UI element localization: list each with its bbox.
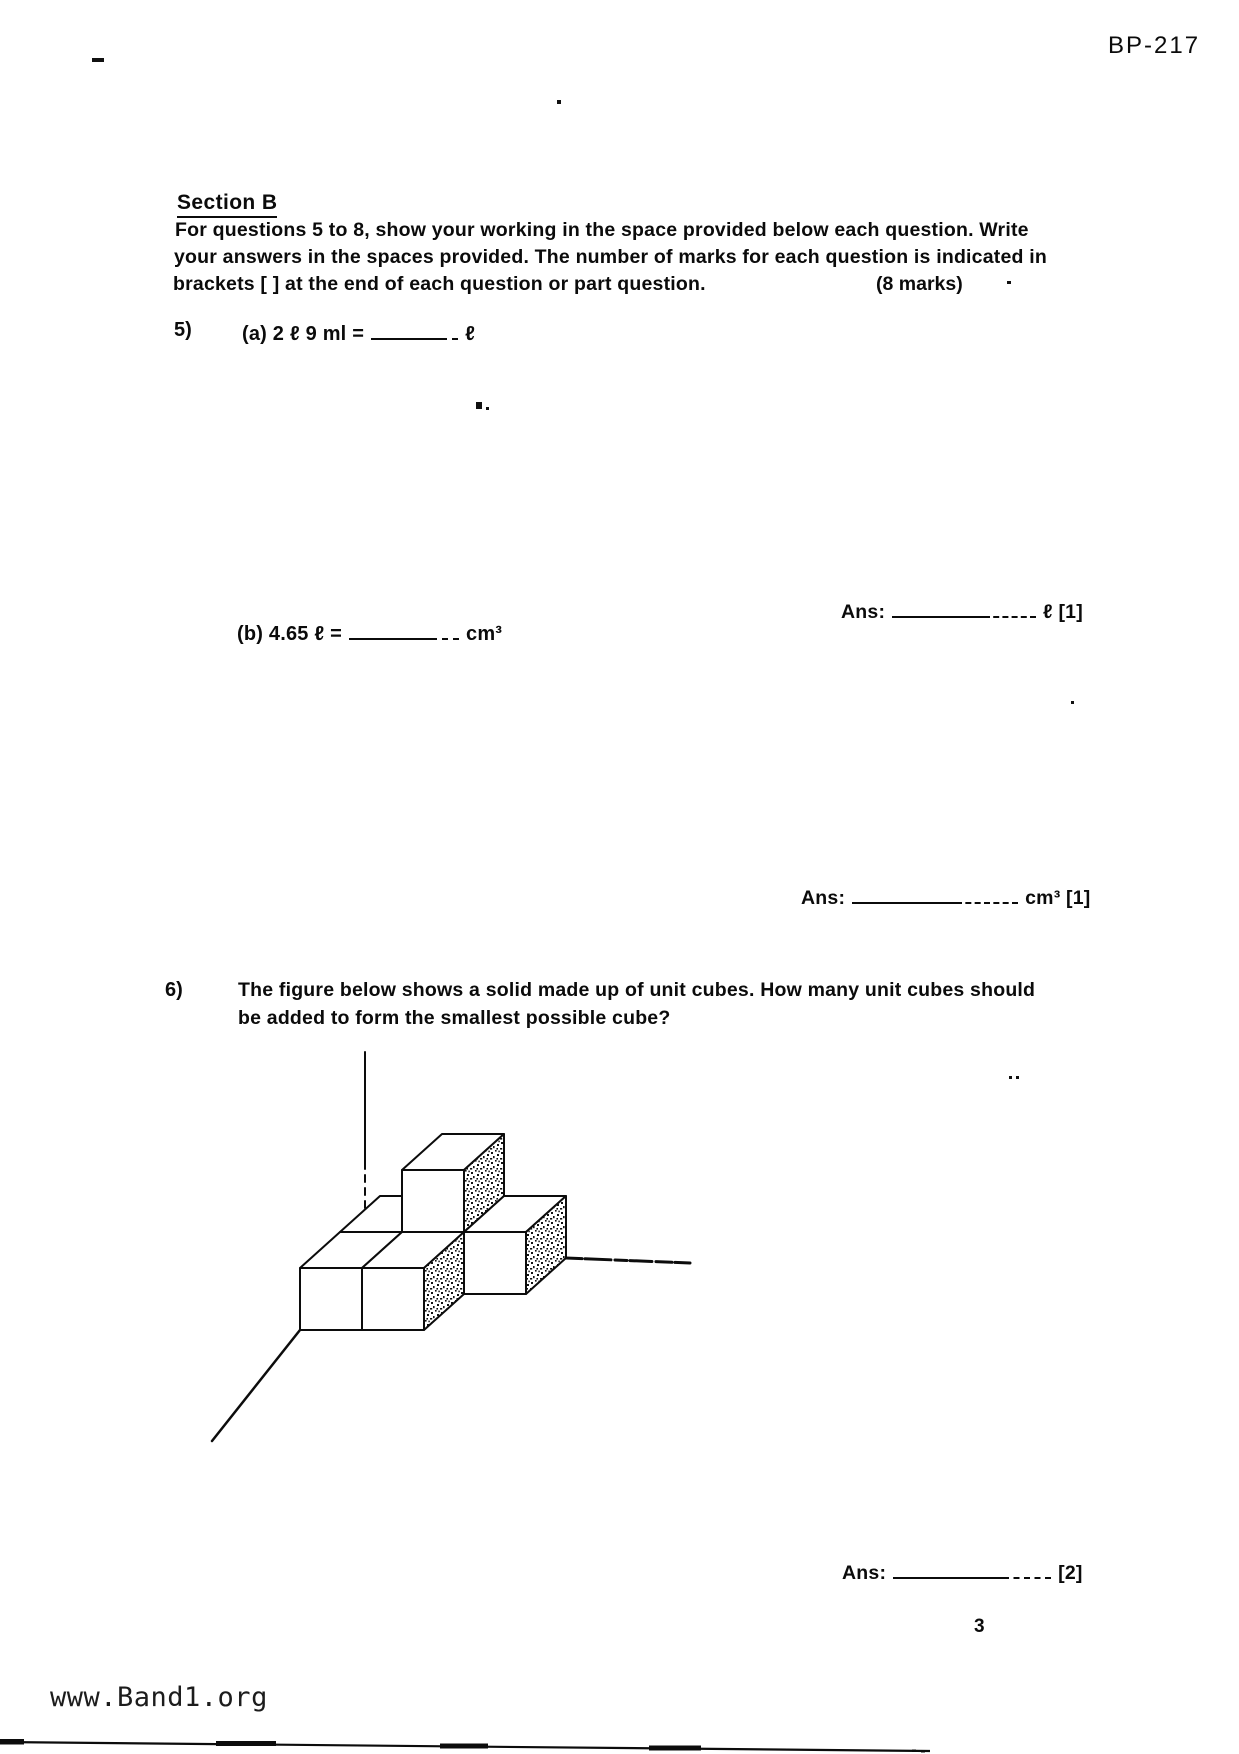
answer-blank-line-tail (984, 597, 1036, 618)
scan-edge-line (0, 1737, 940, 1754)
answer-blank-line-tail (956, 883, 1018, 904)
scan-artifact-dash (92, 58, 104, 62)
part-a-unit: ℓ (465, 323, 476, 345)
marks-note: (8 marks) (876, 273, 963, 295)
scan-artifact-dot (1007, 281, 1011, 284)
unit-cubes-figure (140, 1030, 760, 1460)
question6-line-2: be added to form the smallest possible cube? (238, 1007, 671, 1029)
cube-front-face (362, 1268, 424, 1330)
part-b-unit: cm³ (466, 623, 503, 645)
question6-number: 6) (165, 979, 183, 1001)
scan-artifact-dot (1016, 1076, 1019, 1079)
page-number: 3 (974, 1616, 985, 1637)
question5-part-b (237, 619, 502, 646)
watermark-url: www.Band1.org (50, 1682, 268, 1713)
answer-blank-line (349, 619, 431, 640)
cube-front-face (300, 1268, 362, 1330)
answer-line-5a (841, 597, 1083, 624)
instructions-line-2: your answers in the spaces provided. The number of marks for each question is indicated in (174, 246, 1047, 268)
scan-artifact-speck (476, 402, 482, 409)
answer-blank-line (892, 597, 984, 618)
scan-artifact-dot (1071, 701, 1074, 704)
answer-blank-line (371, 319, 441, 340)
cube-front-face (464, 1232, 526, 1294)
answer-blank-line-tail (1003, 1558, 1051, 1579)
diagonal-axis-line (212, 1330, 300, 1441)
question5-number: 5) (174, 319, 192, 341)
answer-line-5b (801, 883, 1090, 910)
instructions-line-1: For questions 5 to 8, show your working in the space provided below each question. Write (175, 219, 1029, 241)
ans-label: Ans: (841, 601, 886, 623)
scan-artifact-dot (1009, 1076, 1012, 1079)
ans-marks: [2] (1058, 1562, 1083, 1584)
ans-label: Ans: (842, 1562, 887, 1584)
part-b-text: (b) 4.65 ℓ = (237, 623, 342, 645)
cube-front-face (402, 1170, 464, 1232)
scan-artifact-dot (557, 100, 561, 104)
ans-unit-marks: ℓ [1] (1043, 601, 1083, 623)
instructions-line-3: brackets [ ] at the end of each question or part question. (173, 273, 706, 295)
answer-blank-line (893, 1558, 1003, 1579)
page-header-code: BP-217 (1108, 32, 1201, 59)
answer-line-6 (842, 1558, 1083, 1585)
section-title: Section B (177, 191, 277, 218)
answer-blank-line-tail (431, 619, 459, 640)
answer-blank-line (852, 883, 956, 904)
ans-label: Ans: (801, 887, 846, 909)
question5-part-a (242, 319, 475, 346)
scan-artifact-speck (486, 407, 489, 410)
answer-blank-line-tail (441, 319, 458, 340)
part-a-text: (a) 2 ℓ 9 ml = (242, 323, 365, 345)
horizontal-axis-line (566, 1258, 690, 1263)
ans-unit-marks: cm³ [1] (1025, 887, 1091, 909)
question6-line-1: The figure below shows a solid made up of unit cubes. How many unit cubes should (238, 979, 1036, 1001)
